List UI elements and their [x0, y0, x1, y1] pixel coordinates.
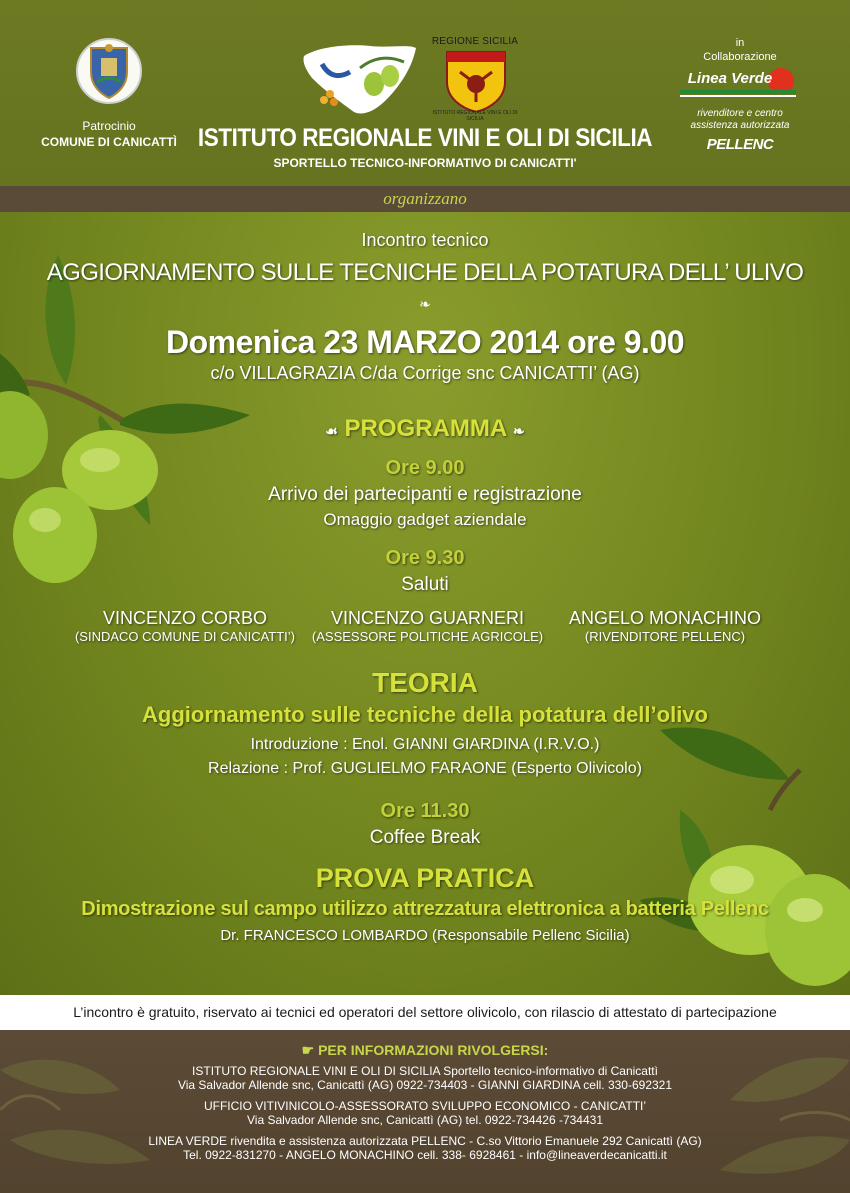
speaker-name: VINCENZO GUARNERI — [330, 608, 525, 628]
linea-verde-subtitle — [680, 108, 800, 132]
info-line-5: LINEA VERDE rivendita e assistenza autorizzata PELLENC - C.so Vittorio Emanuele 292 Canicattì (AG) — [148, 1134, 702, 1148]
regione-sicilia-logo — [425, 36, 525, 122]
speaker-1 — [70, 608, 300, 644]
teoria-heading: TEORIA — [372, 667, 478, 698]
collab-label: Collaborazione — [703, 51, 777, 63]
info-line-2: Via Salvador Allende snc, Canicattì (AG) 0922-734403 - GIANNI GIARDINA cell. 330-692321 — [177, 1078, 673, 1092]
prova-pratica-heading: PROVA PRATICA — [315, 863, 535, 893]
linea-verde-sub-2: assistenza autorizzata — [690, 120, 790, 131]
speaker-role: (ASSESSORE POLITICHE AGRICOLE) — [311, 629, 544, 644]
prova-pratica-subtitle: Dimostrazione sul campo utilizzo attrezzatura elettronica a batteria Pellenc — [81, 898, 769, 920]
info-line-6: Tel. 0922-831270 - ANGELO MONACHINO cell. 338- 6928461 - info@lineaverdecanicatti.it — [183, 1148, 667, 1162]
sicily-map-logo-icon — [300, 38, 418, 118]
event-title: AGGIORNAMENTO SULLE TECNICHE DELLA POTATURA DELL’ ULIVO — [46, 259, 804, 286]
institute-subtitle: SPORTELLO TECNICO-INFORMATIVO DI CANICATTI' — [273, 156, 577, 170]
regione-small-text: ISTITUTO REGIONALE VINI E OLI DI SICILIA — [432, 110, 518, 122]
coffee-break-text: Coffee Break — [369, 827, 481, 848]
notice-bar — [0, 995, 850, 1030]
linea-verde-stripe — [680, 90, 796, 94]
speaker-3 — [560, 608, 770, 644]
header — [0, 0, 850, 186]
organizzano-bar — [0, 186, 850, 212]
event-type: Incontro tecnico — [361, 230, 489, 250]
ornament-left-icon: ☙ — [325, 423, 338, 439]
time-9-30: Ore 9.30 — [385, 547, 465, 569]
linea-verde-logo — [680, 66, 800, 106]
omaggio-text: Omaggio gadget aziendale — [323, 510, 527, 529]
regione-label: REGIONE SICILIA — [431, 36, 519, 47]
info-line-1: ISTITUTO REGIONALE VINI E OLI DI SICILIA Sportello tecnico-informativo di Canicattì — [192, 1064, 658, 1078]
time-11-30: Ore 11.30 — [380, 800, 470, 822]
pellenc-logo: PELLENC — [706, 136, 774, 153]
saluti-text: Saluti — [401, 574, 449, 595]
comune-name: COMUNE DI CANICATTÌ — [41, 135, 177, 149]
teoria-subtitle: Aggiornamento sulle tecniche della potatura dell’olivo — [142, 702, 708, 727]
speaker-role: (RIVENDITORE PELLENC) — [584, 629, 746, 644]
ornament-icon: ❧ — [419, 296, 431, 312]
info-line-3: UFFICIO VITIVINICOLO-ASSESSORATO SVILUPPO ECONOMICO - CANICATTI’ — [203, 1099, 647, 1113]
linea-verde-text: Linea Verde — [687, 70, 773, 87]
collab-in: in — [735, 37, 745, 49]
lombardo-text: Dr. FRANCESCO LOMBARDO (Responsabile Pellenc Sicilia) — [220, 927, 630, 944]
speaker-name: VINCENZO CORBO — [102, 608, 267, 628]
speaker-2 — [305, 608, 550, 644]
event-date: Domenica 23 MARZO 2014 ore 9.00 — [165, 324, 685, 360]
footer — [0, 1030, 850, 1193]
relazione-text: Relazione : Prof. GUGLIELMO FARAONE (Esperto Olivicolo) — [208, 760, 642, 777]
speaker-name: ANGELO MONACHINO — [568, 608, 762, 628]
introduzione-text: Introduzione : Enol. GIANNI GIARDINA (I.R.V.O.) — [250, 736, 600, 753]
time-9-00: Ore 9.00 — [385, 457, 465, 479]
arrivo-text: Arrivo dei partecipanti e registrazione — [268, 484, 582, 505]
comune-crest-icon — [76, 38, 142, 104]
linea-verde-stripe-white — [680, 95, 796, 97]
patrocinio — [30, 118, 188, 150]
institute-title: ISTITUTO REGIONALE VINI E OLI DI SICILIA — [197, 124, 653, 152]
ornament-right-icon: ❧ — [512, 423, 525, 439]
organizzano-label: organizzano — [383, 189, 467, 208]
collaborazione — [680, 36, 800, 64]
patrocinio-label: Patrocinio — [82, 119, 136, 133]
programma-heading — [0, 415, 850, 443]
info-line-4: Via Salvador Allende snc, Canicattì (AG) tel. 0922-734426 -734431 — [246, 1113, 603, 1127]
linea-verde-sub-1: rivenditore e centro — [697, 108, 783, 119]
info-title: ☛ PER INFORMAZIONI RIVOLGERSI: — [301, 1042, 549, 1058]
speaker-role: (SINDACO COMUNE DI CANICATTI’) — [74, 629, 296, 644]
programma-title: PROGRAMMA — [344, 415, 507, 442]
notice-text: L’incontro è gratuito, riservato ai tecnici ed operatori del settore olivicolo, con rilascio di attestato di partecipazione — [73, 1004, 777, 1020]
event-location: c/o VILLAGRAZIA C/da Corrige snc CANICATTI’ (AG) — [210, 363, 640, 383]
